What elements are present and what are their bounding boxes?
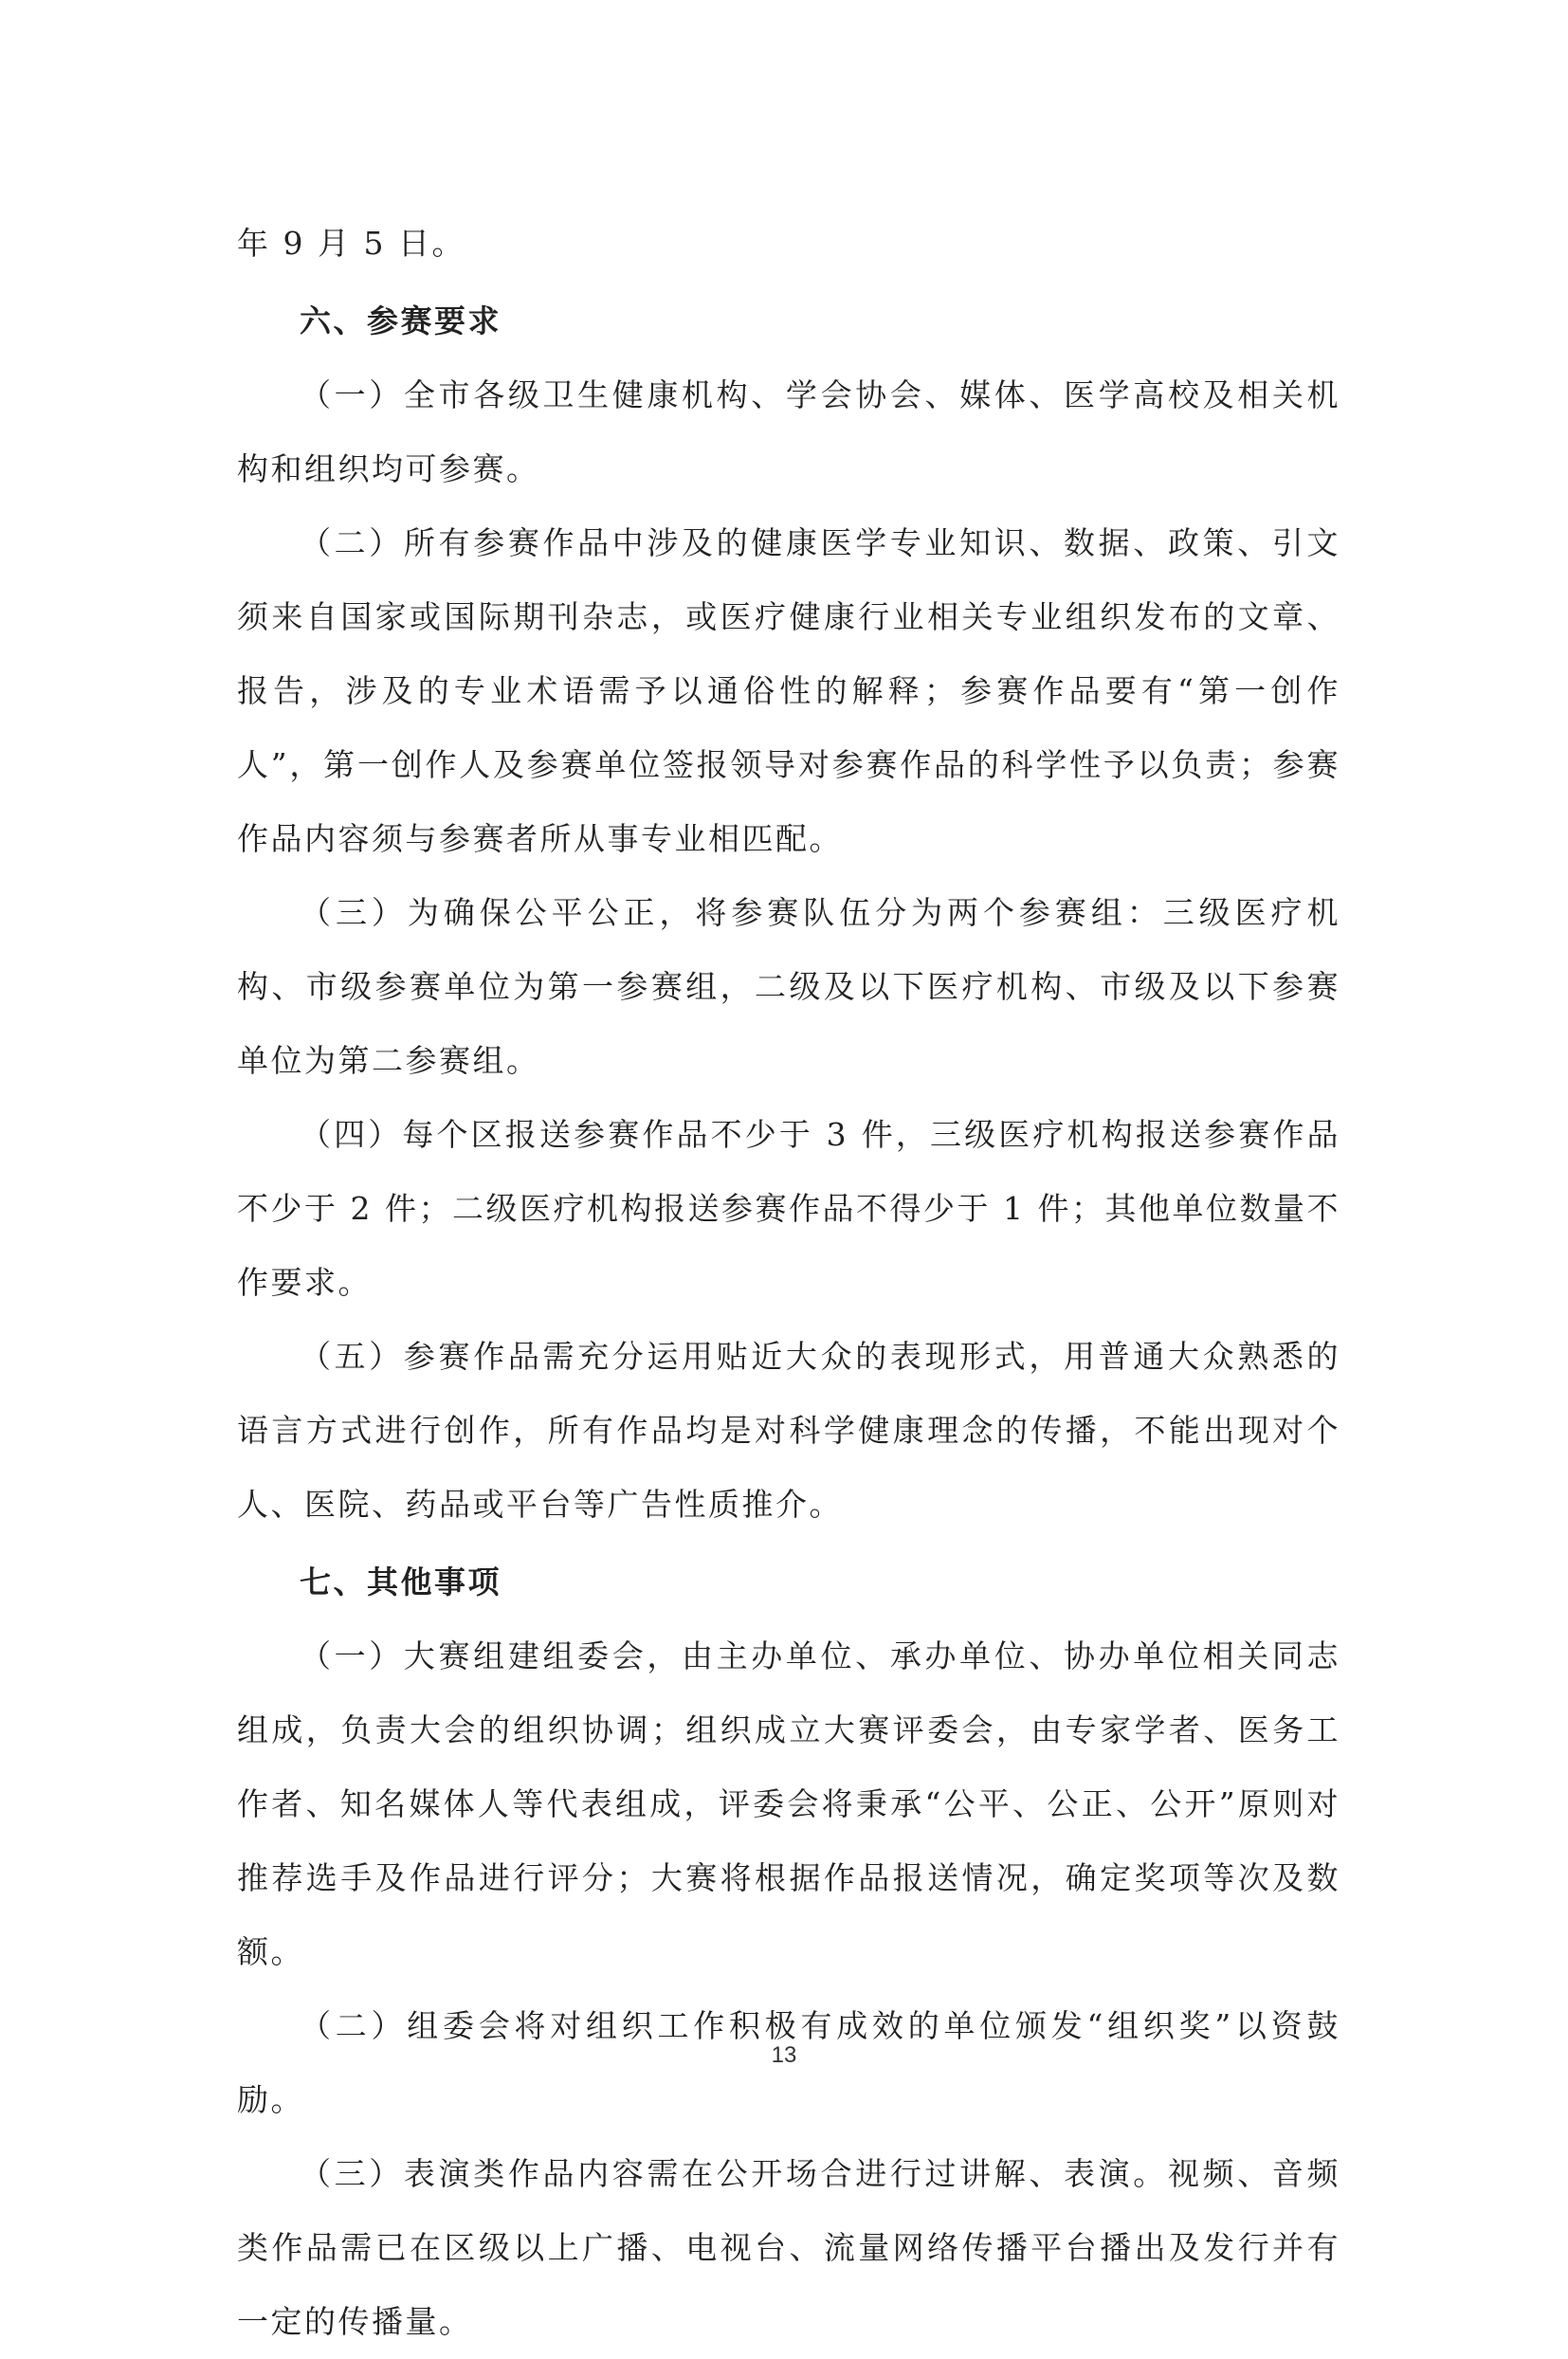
paragraph-other-1: （一）大赛组建组委会，由主办单位、承办单位、协办单位相关同志组成，负责大会的组织协调；组织成立大赛评委会，由专家学者、医务工作者、知名媒体人等代表组成，评委会将秉承“公平、公正、公开”原则对推荐选手及作品进行评分；大赛将根据作品报送情况，确定奖项等次及数额。 — [237, 1637, 1340, 1970]
paragraph-other-2: （二）组委会将对组织工作积极有成效的单位颁发“组织奖”以资鼓励。 — [237, 2007, 1340, 2118]
paragraph-requirement-1: （一）全市各级卫生健康机构、学会协会、媒体、医学高校及相关机构和组织均可参赛。 — [237, 376, 1340, 487]
paragraph-date-continuation: 年 9 月 5 日。 — [237, 225, 465, 262]
paragraph-requirement-5: （五）参赛作品需充分运用贴近大众的表现形式，用普通大众熟悉的语言方式进行创作，所有作品均是对科学健康理念的传播，不能出现对个人、医院、药品或平台等广告性质推介。 — [237, 1338, 1340, 1523]
paragraph-requirement-3: （三）为确保公平公正，将参赛队伍分为两个参赛组：三级医疗机构、市级参赛单位为第一参赛组，二级及以下医疗机构、市级及以下参赛单位为第二参赛组。 — [237, 894, 1340, 1079]
paragraph-other-3: （三）表演类作品内容需在公开场合进行过讲解、表演。视频、音频类作品需已在区级以上广播、电视台、流量网络传播平台播出及发行并有一定的传播量。 — [237, 2155, 1340, 2340]
section-heading-other-matters: 七、其他事项 — [300, 1564, 501, 1600]
paragraph-requirement-2: （二）所有参赛作品中涉及的健康医学专业知识、数据、政策、引文须来自国家或国际期刊杂志，或医疗健康行业相关专业组织发布的文章、报告，涉及的专业术语需予以通俗性的解释；参赛作品要有“第一创作人”，第一创作人及参赛单位签报领导对参赛作品的科学性予以负责；参赛作品内容须与参赛者所从事专业相匹配。 — [237, 524, 1340, 857]
document-body — [237, 207, 1340, 2359]
paragraph-requirement-4: （四）每个区报送参赛作品不少于 3 件，三级医疗机构报送参赛作品不少于 2 件；二级医疗机构报送参赛作品不得少于 1 件；其他单位数量不作要求。 — [237, 1116, 1340, 1301]
section-heading-requirements: 六、参赛要求 — [300, 302, 501, 339]
page-number: 13 — [771, 2042, 797, 2068]
